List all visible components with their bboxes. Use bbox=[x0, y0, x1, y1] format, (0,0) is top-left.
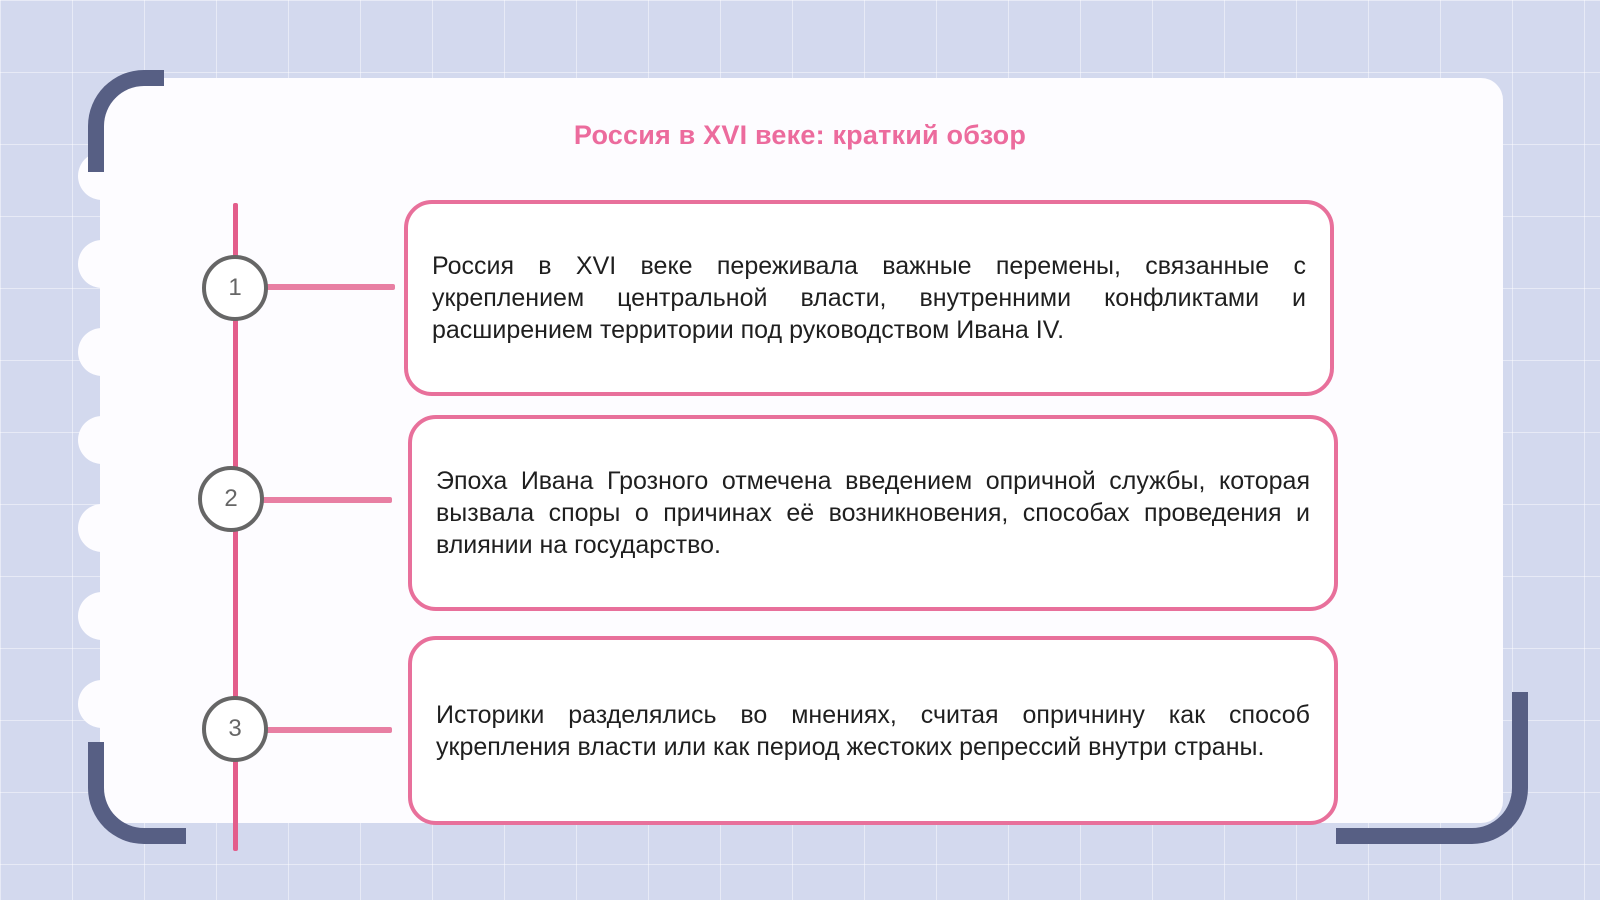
card-edge-scallop bbox=[78, 240, 126, 288]
card-edge-scallop bbox=[78, 416, 126, 464]
frame-corner-bottom-right bbox=[1336, 692, 1528, 844]
timeline-marker-3: 3 bbox=[202, 696, 268, 762]
timeline-marker-2: 2 bbox=[198, 466, 264, 532]
timeline-connector bbox=[265, 284, 395, 290]
card-edge-scallop bbox=[78, 680, 126, 728]
card-edge-scallop bbox=[78, 592, 126, 640]
card-edge-scallop bbox=[78, 504, 126, 552]
slide-title: Россия в XVI веке: краткий обзор bbox=[573, 120, 1027, 150]
timeline-marker-1: 1 bbox=[202, 255, 268, 321]
timeline-connector bbox=[261, 497, 392, 503]
card-edge-scallop bbox=[78, 328, 126, 376]
timeline-card-1 bbox=[404, 200, 1334, 396]
timeline-card-3 bbox=[408, 636, 1338, 825]
timeline-connector bbox=[265, 727, 392, 733]
timeline-card-text: Россия в XVI веке переживала важные перемены, связанные с укреплением центральной власти, внутренними конфликтами и расширением территории под руководством Ивана IV. bbox=[432, 252, 1306, 344]
timeline-card-2 bbox=[408, 415, 1338, 611]
timeline-card-text: Историки разделялись во мнениях, считая опричнину как способ укрепления власти или как период жестоких репрессий внутри страны. bbox=[436, 700, 1310, 761]
frame-corner-bottom-left bbox=[88, 742, 186, 844]
timeline-card-text: Эпоха Ивана Грозного отмечена введением опричной службы, которая вызвала споры о причинах её возникновения, способах проведения и влиянии на государство. bbox=[436, 467, 1310, 559]
